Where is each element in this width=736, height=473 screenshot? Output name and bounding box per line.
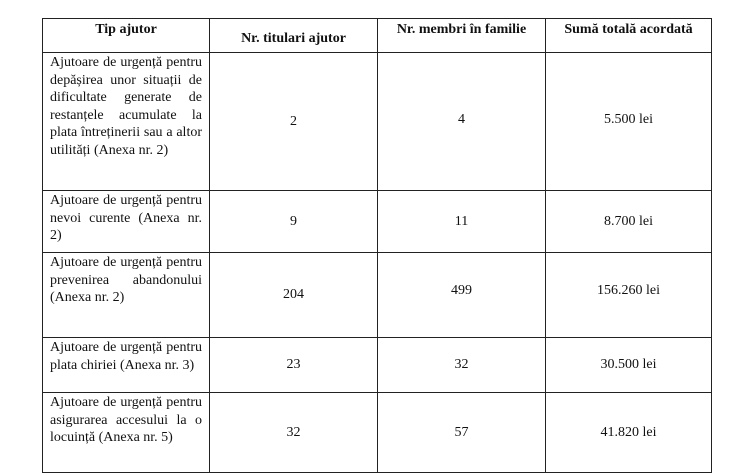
cell-holders: 23 bbox=[210, 338, 378, 393]
cell-aid-type: Ajutoare de urgență pentru prevenirea abandonului (Anexa nr. 2) bbox=[43, 253, 210, 338]
cell-members: 11 bbox=[378, 191, 546, 253]
table-row bbox=[43, 191, 712, 253]
table-row bbox=[43, 393, 712, 473]
header-total: Sumă totală acordată bbox=[546, 19, 712, 53]
cell-holders: 32 bbox=[210, 393, 378, 473]
cell-aid-type: Ajutoare de urgență pentru depășirea unor situații de dificultate generate de restanțele acumulate la plata întreținerii sau a altor utilități (Anexa nr. 2) bbox=[43, 53, 210, 191]
cell-aid-type: Ajutoare de urgență pentru nevoi curente (Anexa nr. 2) bbox=[43, 191, 210, 253]
cell-aid-type: Ajutoare de urgență pentru asigurarea accesului la o locuință (Anexa nr. 5) bbox=[43, 393, 210, 473]
cell-members: 4 bbox=[378, 53, 546, 191]
header-members: Nr. membri în familie bbox=[378, 19, 546, 53]
table-row bbox=[43, 338, 712, 393]
cell-members: 32 bbox=[378, 338, 546, 393]
cell-aid-type: Ajutoare de urgență pentru plata chiriei (Anexa nr. 3) bbox=[43, 338, 210, 393]
aid-table bbox=[42, 18, 712, 473]
cell-total: 156.260 lei bbox=[546, 253, 712, 338]
table-row bbox=[43, 53, 712, 191]
header-holders: Nr. titulari ajutor bbox=[210, 19, 378, 53]
cell-total: 5.500 lei bbox=[546, 53, 712, 191]
cell-total: 8.700 lei bbox=[546, 191, 712, 253]
header-aid-type: Tip ajutor bbox=[43, 19, 210, 53]
cell-total: 30.500 lei bbox=[546, 338, 712, 393]
cell-holders: 2 bbox=[210, 53, 378, 191]
cell-total: 41.820 lei bbox=[546, 393, 712, 473]
table-row bbox=[43, 253, 712, 338]
cell-holders: 204 bbox=[210, 253, 378, 338]
table-header-row bbox=[43, 19, 712, 53]
cell-holders: 9 bbox=[210, 191, 378, 253]
cell-members: 57 bbox=[378, 393, 546, 473]
cell-members: 499 bbox=[378, 253, 546, 338]
